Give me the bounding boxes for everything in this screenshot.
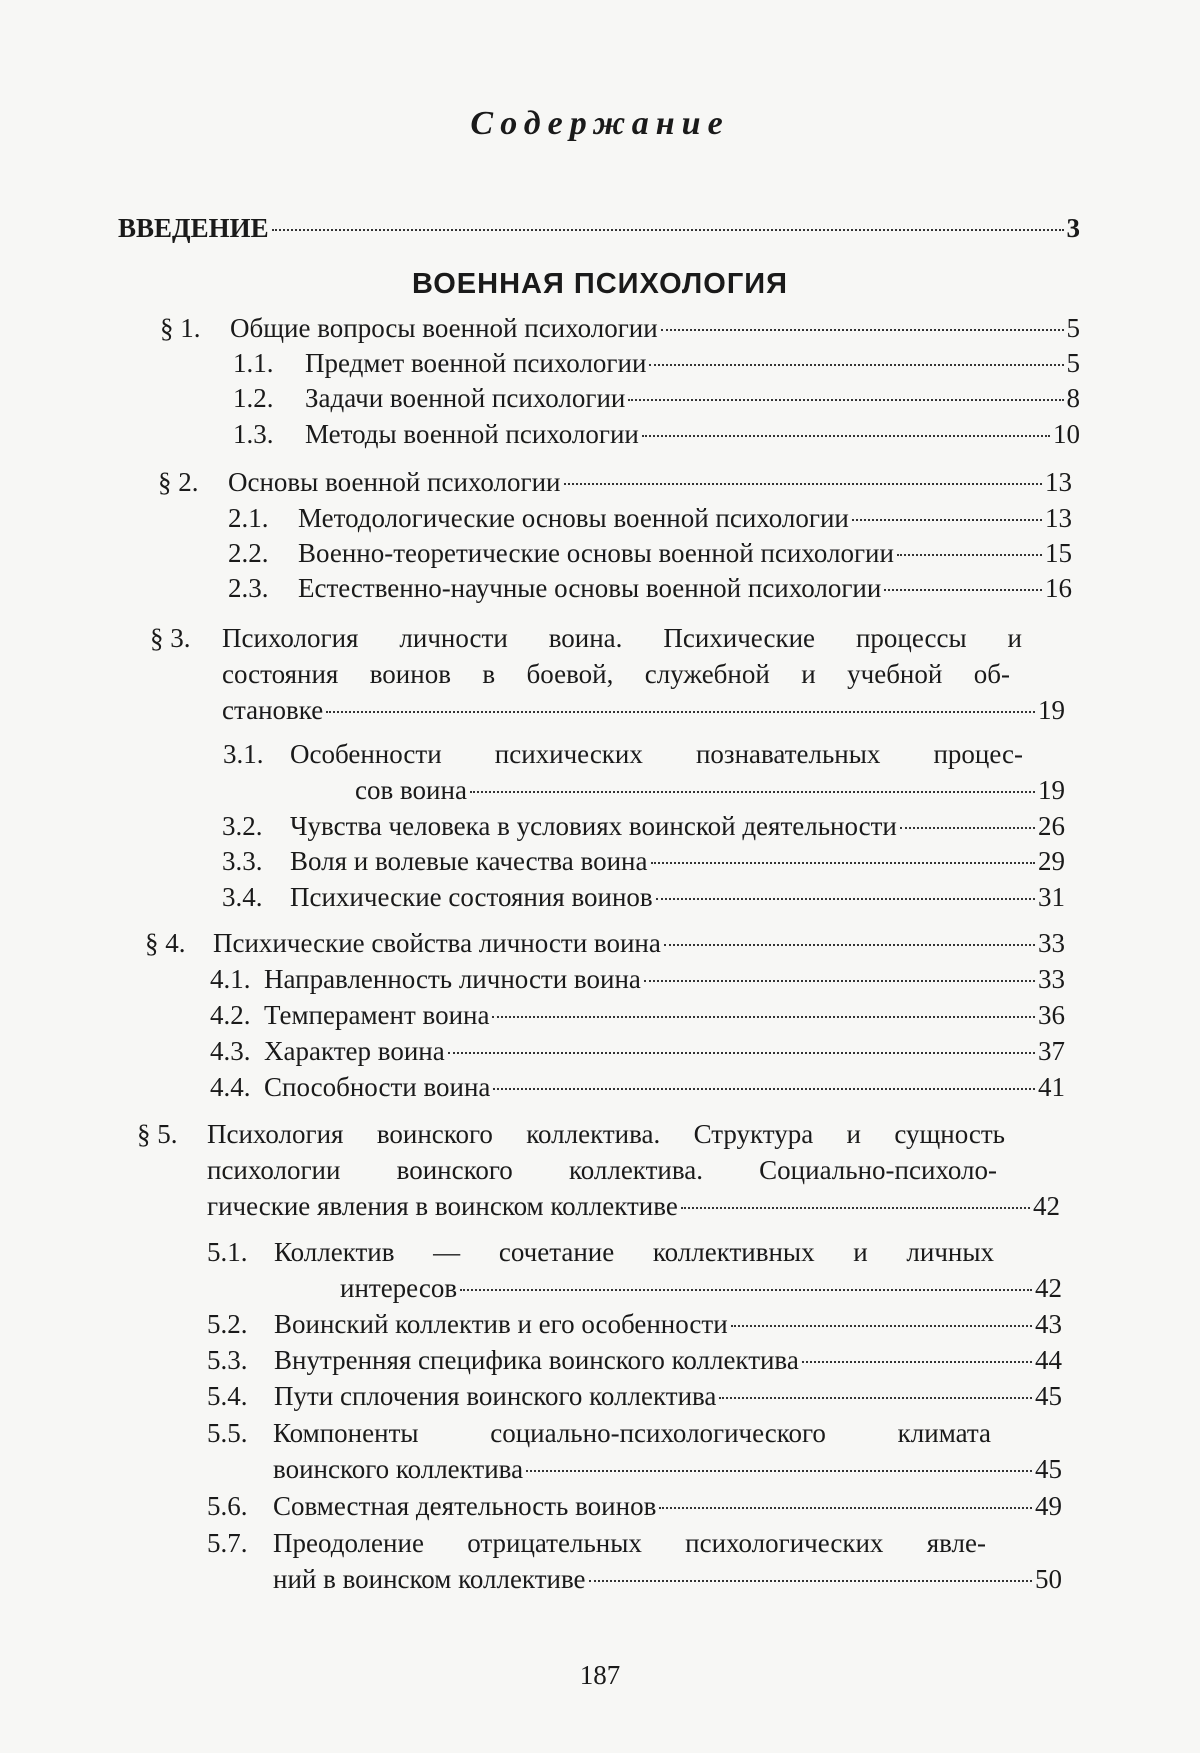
- toc-subsection[interactable]: [233, 418, 1080, 451]
- toc-subsection[interactable]: [228, 502, 1072, 535]
- toc-leader-dots: [492, 1016, 1035, 1018]
- toc-subsection-number: 1.3.: [233, 419, 274, 449]
- toc-subsection[interactable]: [210, 999, 1065, 1032]
- toc-subsection-number: 4.3.: [210, 1036, 251, 1066]
- toc-page-number: 13: [1045, 503, 1072, 533]
- toc-page-number: 19: [1038, 695, 1065, 725]
- toc-subsection[interactable]: [207, 1490, 1062, 1523]
- toc-entry-title-line[interactable]: Коллектив — сочетание коллективных и личных: [274, 1237, 994, 1267]
- toc-section-1[interactable]: [160, 312, 1080, 345]
- toc-subsection-number: 5.1.: [207, 1237, 248, 1267]
- toc-page-number: 16: [1045, 573, 1072, 603]
- toc-section-5[interactable]: [207, 1190, 1060, 1223]
- toc-leader-dots: [470, 791, 1035, 793]
- toc-page-number: 26: [1038, 811, 1065, 841]
- toc-entry-title: Способности воина: [264, 1072, 491, 1102]
- toc-entry-intro[interactable]: [118, 212, 1080, 245]
- toc-leader-dots: [589, 1580, 1032, 1582]
- toc-page-number: 33: [1038, 928, 1065, 958]
- toc-subsection[interactable]: [210, 963, 1065, 996]
- toc-subsection-number: 4.4.: [210, 1072, 251, 1102]
- toc-section-2[interactable]: [158, 466, 1072, 499]
- toc-page-number: 45: [1035, 1454, 1062, 1484]
- toc-entry-title: Методы военной психологии: [305, 419, 639, 449]
- toc-page-number: 15: [1045, 538, 1072, 568]
- toc-leader-dots: [681, 1207, 1030, 1209]
- toc-entry-title: ний в воинском коллективе: [273, 1564, 586, 1594]
- toc-entry-title: Психические свойства личности воина: [213, 928, 661, 958]
- toc-entry-title: Характер воина: [264, 1036, 445, 1066]
- toc-subsection-number: 5.7.: [207, 1528, 248, 1558]
- toc-page-number: 33: [1038, 964, 1065, 994]
- part-heading: ВОЕННАЯ ПСИХОЛОГИЯ: [412, 268, 788, 300]
- toc-subsection-number: 5.3.: [207, 1345, 248, 1375]
- toc-subsection[interactable]: [228, 572, 1072, 605]
- toc-leader-dots: [661, 329, 1064, 331]
- toc-subsection[interactable]: [207, 1344, 1062, 1377]
- toc-entry-title: Основы военной психологии: [228, 467, 561, 497]
- toc-subsection-number: 4.1.: [210, 964, 251, 994]
- toc-leader-dots: [272, 229, 1064, 231]
- toc-subsection[interactable]: [210, 1071, 1065, 1104]
- toc-subsection[interactable]: [222, 810, 1065, 843]
- toc-subsection[interactable]: [207, 1380, 1062, 1413]
- toc-subsection-number: 5.5.: [207, 1418, 248, 1448]
- toc-page-number: 49: [1035, 1491, 1062, 1521]
- toc-entry-title-line[interactable]: состояния воинов в боевой, служебной и учебной об-: [222, 659, 1010, 689]
- toc-subsection[interactable]: [228, 537, 1072, 570]
- toc-subsection[interactable]: [222, 881, 1065, 914]
- toc-page-number: 36: [1038, 1000, 1065, 1030]
- toc-subsection-number: 2.3.: [228, 573, 269, 603]
- toc-entry-title: сов воина: [355, 775, 467, 805]
- toc-page-number: 19: [1038, 775, 1065, 805]
- toc-leader-dots: [897, 554, 1042, 556]
- toc-subsection-number: 4.2.: [210, 1000, 251, 1030]
- toc-leader-dots: [656, 898, 1035, 900]
- toc-leader-dots: [460, 1289, 1032, 1291]
- toc-subsection-number: 2.1.: [228, 503, 269, 533]
- toc-entry-title: ВВЕДЕНИЕ: [118, 213, 269, 243]
- toc-entry-title-line[interactable]: Психология личности воина. Психические процессы и: [222, 623, 1022, 653]
- toc-entry-title: Естественно-научные основы военной психологии: [298, 573, 882, 603]
- toc-page-number: 42: [1033, 1191, 1060, 1221]
- toc-page-number: 45: [1035, 1381, 1062, 1411]
- toc-entry-title-line[interactable]: психологии воинского коллектива. Социально-психоло-: [207, 1155, 997, 1185]
- toc-leader-dots: [644, 980, 1035, 982]
- toc-leader-dots: [651, 862, 1036, 864]
- toc-leader-dots: [649, 364, 1063, 366]
- toc-page-number: 44: [1035, 1345, 1062, 1375]
- toc-page-number: 41: [1038, 1072, 1065, 1102]
- toc-subsection-number: 5.4.: [207, 1381, 248, 1411]
- toc-leader-dots: [719, 1397, 1032, 1399]
- toc-subsection-number: 1.1.: [233, 348, 274, 378]
- toc-entry-title: Психические состояния воинов: [290, 882, 653, 912]
- toc-leader-dots: [493, 1088, 1035, 1090]
- toc-entry-title-line[interactable]: Особенности психических познавательных процес-: [290, 739, 1023, 769]
- toc-page-number: 5: [1066, 313, 1080, 343]
- toc-entry-title: Предмет военной психологии: [305, 348, 647, 378]
- toc-entry-title: Пути сплочения воинского коллектива: [274, 1381, 717, 1411]
- toc-subsection-number: 5.2.: [207, 1309, 248, 1339]
- toc-subsection-number: 5.6.: [207, 1491, 248, 1521]
- toc-page-number: 10: [1053, 419, 1080, 449]
- toc-section-number: § 5.: [137, 1119, 178, 1149]
- toc-entry-title-line[interactable]: Психология воинского коллектива. Структура и сущность: [207, 1119, 1005, 1149]
- toc-subsection[interactable]: [233, 382, 1080, 415]
- toc-subsection[interactable]: [207, 1308, 1062, 1341]
- toc-subsection-number: 3.3.: [222, 846, 263, 876]
- toc-entry-title: Чувства человека в условиях воинской деятельности: [290, 811, 897, 841]
- toc-subsection[interactable]: [273, 1563, 1062, 1596]
- toc-page-number: 43: [1035, 1309, 1062, 1339]
- toc-entry-title: Методологические основы военной психологии: [298, 503, 849, 533]
- toc-section-number: § 2.: [158, 467, 199, 497]
- toc-entry-title: Воинский коллектив и его особенности: [274, 1309, 728, 1339]
- toc-leader-dots: [326, 711, 1035, 713]
- toc-subsection-number: 1.2.: [233, 383, 274, 413]
- toc-leader-dots: [659, 1507, 1032, 1509]
- toc-entry-title: Совместная деятельность воинов: [273, 1491, 657, 1521]
- toc-entry-title: гические явления в воинском коллективе: [207, 1191, 678, 1221]
- toc-section-number: § 4.: [145, 928, 186, 958]
- toc-section-4[interactable]: [145, 927, 1065, 960]
- toc-entry-title: Общие вопросы военной психологии: [230, 313, 658, 343]
- toc-section-3[interactable]: [222, 694, 1065, 727]
- toc-entry-title: Воля и волевые качества воина: [290, 846, 648, 876]
- toc-entry-title: Направленность личности воина: [264, 964, 641, 994]
- toc-leader-dots: [564, 483, 1043, 485]
- toc-page-number: 29: [1038, 846, 1065, 876]
- toc-page-number: 8: [1066, 383, 1080, 413]
- toc-page-number: 42: [1035, 1273, 1062, 1303]
- toc-entry-title: Задачи военной психологии: [305, 383, 626, 413]
- toc-section-number: § 1.: [160, 313, 201, 343]
- toc-subsection-number: 3.2.: [222, 811, 263, 841]
- toc-entry-title: Внутренняя специфика воинского коллектива: [274, 1345, 799, 1375]
- toc-subsection[interactable]: [210, 1035, 1065, 1068]
- toc-entry-title: Военно-теоретические основы военной психологии: [298, 538, 894, 568]
- toc-entry-title-line[interactable]: Преодоление отрицательных психологических явле-: [273, 1528, 986, 1558]
- toc-subsection[interactable]: [233, 347, 1080, 380]
- toc-page-number: 13: [1045, 467, 1072, 497]
- toc-leader-dots: [731, 1325, 1032, 1327]
- toc-entry-title: становке: [222, 695, 324, 725]
- toc-page-number: 5: [1066, 348, 1080, 378]
- toc-section-number: § 3.: [150, 623, 191, 653]
- toc-leader-dots: [802, 1361, 1032, 1363]
- toc-leader-dots: [664, 944, 1035, 946]
- toc-leader-dots: [852, 519, 1042, 521]
- toc-subsection[interactable]: [340, 1272, 1062, 1305]
- toc-entry-title: Темперамент воина: [264, 1000, 490, 1030]
- toc-subsection[interactable]: [222, 845, 1065, 878]
- page-number: 187: [579, 1660, 621, 1690]
- toc-leader-dots: [448, 1052, 1035, 1054]
- toc-leader-dots: [642, 435, 1050, 437]
- toc-entry-title-line[interactable]: Компоненты социально-психологического климата: [273, 1418, 991, 1448]
- toc-subsection-number: 3.4.: [222, 882, 263, 912]
- toc-leader-dots: [628, 399, 1063, 401]
- toc-page-number: 37: [1038, 1036, 1065, 1066]
- toc-entry-title: интересов: [340, 1273, 458, 1303]
- toc-leader-dots: [900, 827, 1035, 829]
- toc-page-number: 50: [1035, 1564, 1062, 1594]
- toc-page-number: 31: [1038, 882, 1065, 912]
- page-title: Содержание: [470, 105, 730, 142]
- toc-subsection[interactable]: [355, 774, 1065, 807]
- toc-leader-dots: [884, 589, 1042, 591]
- toc-page-number: 3: [1066, 213, 1080, 243]
- toc-entry-title: воинского коллектива: [273, 1454, 524, 1484]
- toc-subsection-number: 2.2.: [228, 538, 269, 568]
- toc-subsection[interactable]: [273, 1453, 1062, 1486]
- toc-subsection-number: 3.1.: [223, 739, 264, 769]
- toc-leader-dots: [526, 1470, 1032, 1472]
